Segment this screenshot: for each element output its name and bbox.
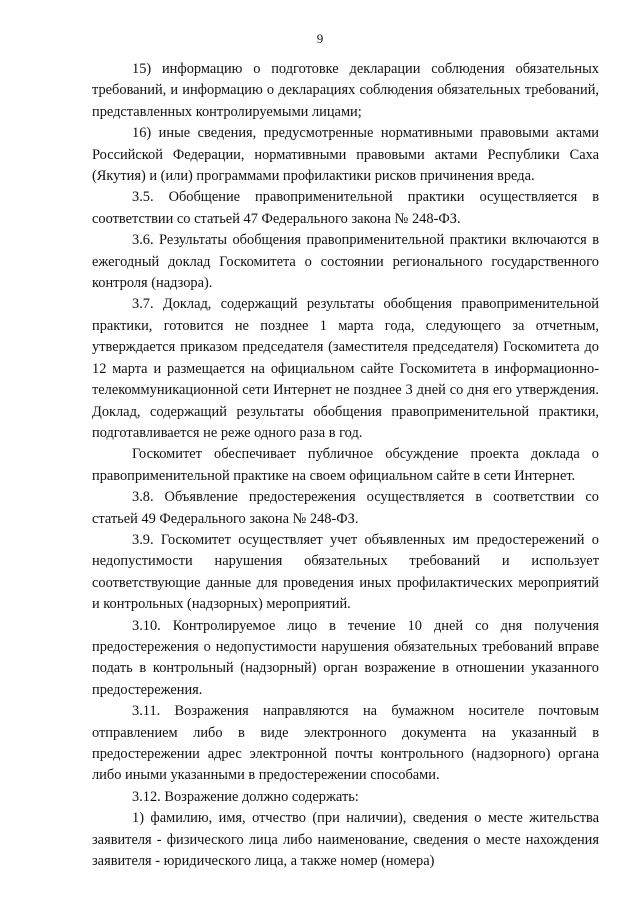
page-number: 9 xyxy=(316,31,324,46)
paragraph-3-10: 3.10. Контролируемое лицо в течение 10 дней со дня получения предостережения о недопустимости нарушения обязательных требований вправе подать в контрольный (надзорный) орган возражение в отношении указанного предостережения. xyxy=(92,617,599,698)
paragraph-3-6: 3.6. Результаты обобщения правоприменительной практики включаются в ежегодный доклад Госкомитета о состоянии регионального государственного контроля (надзора). xyxy=(92,232,599,292)
paragraph-3-12: 3.12. Возражение должно содержать: xyxy=(132,788,359,805)
paragraph-3-8: 3.8. Объявление предостережения осуществляется в соответствии со статьей 49 Федерального закона № 248-ФЗ. xyxy=(92,489,599,527)
paragraph-3-11: 3.11. Возражения направляются на бумажном носителе почтовым отправлением либо в виде электронного документа на указанный в предостережении адрес электронной почты контрольного (надзорного) органа либо иными указанными в предостережении способами. xyxy=(92,703,599,784)
paragraph-3-5: 3.5. Обобщение правоприменительной практики осуществляется в соответствии со статьей 47 Федерального закона № 248-ФЗ. xyxy=(92,189,599,227)
paragraph-item-15: 15) информацию о подготовке декларации соблюдения обязательных требований, и информацию о декларациях соблюдения обязательных требований, представленных контролируемыми лицами; xyxy=(92,61,599,120)
paragraph-item-16: 16) иные сведения, предусмотренные нормативными правовыми актами Российской Федерации, нормативными правовыми актами Республики Саха (Якутия) и (или) программами профилактики рисков причинения вреда. xyxy=(92,125,599,185)
document-body xyxy=(92,59,599,872)
paragraph-public-discussion: Госкомитет обеспечивает публичное обсуждение проекта доклада о правоприменительной практике на своем официальном сайте в сети Интернет. xyxy=(92,446,599,484)
paragraph-3-7: 3.7. Доклад, содержащий результаты обобщения правоприменительной практики, готовится не позднее 1 марта года, следующего за отчетным, утверждается приказом председателя (заместителя председателя) Госкомитета до 12 марта и размещается на официальном сайте Госкомитета в информационно-телекоммуникационной сети Интернет не позднее 3 дней со дня его утверждения. Доклад, содержащий результаты обобщения правоприменительной практики, подготавливается не реже одного раза в год. xyxy=(92,296,599,441)
paragraph-3-9: 3.9. Госкомитет осуществляет учет объявленных им предостережений о недопустимости нарушения обязательных требований и использует соответствующие данные для проведения иных профилактических мероприятий и контрольных (надзорных) мероприятий. xyxy=(92,531,599,613)
paragraph-item-1: 1) фамилию, имя, отчество (при наличии), сведения о месте жительства заявителя - физического лица либо наименование, сведения о месте нахождения заявителя - юридического лица, а также номер (номера) xyxy=(92,810,599,870)
